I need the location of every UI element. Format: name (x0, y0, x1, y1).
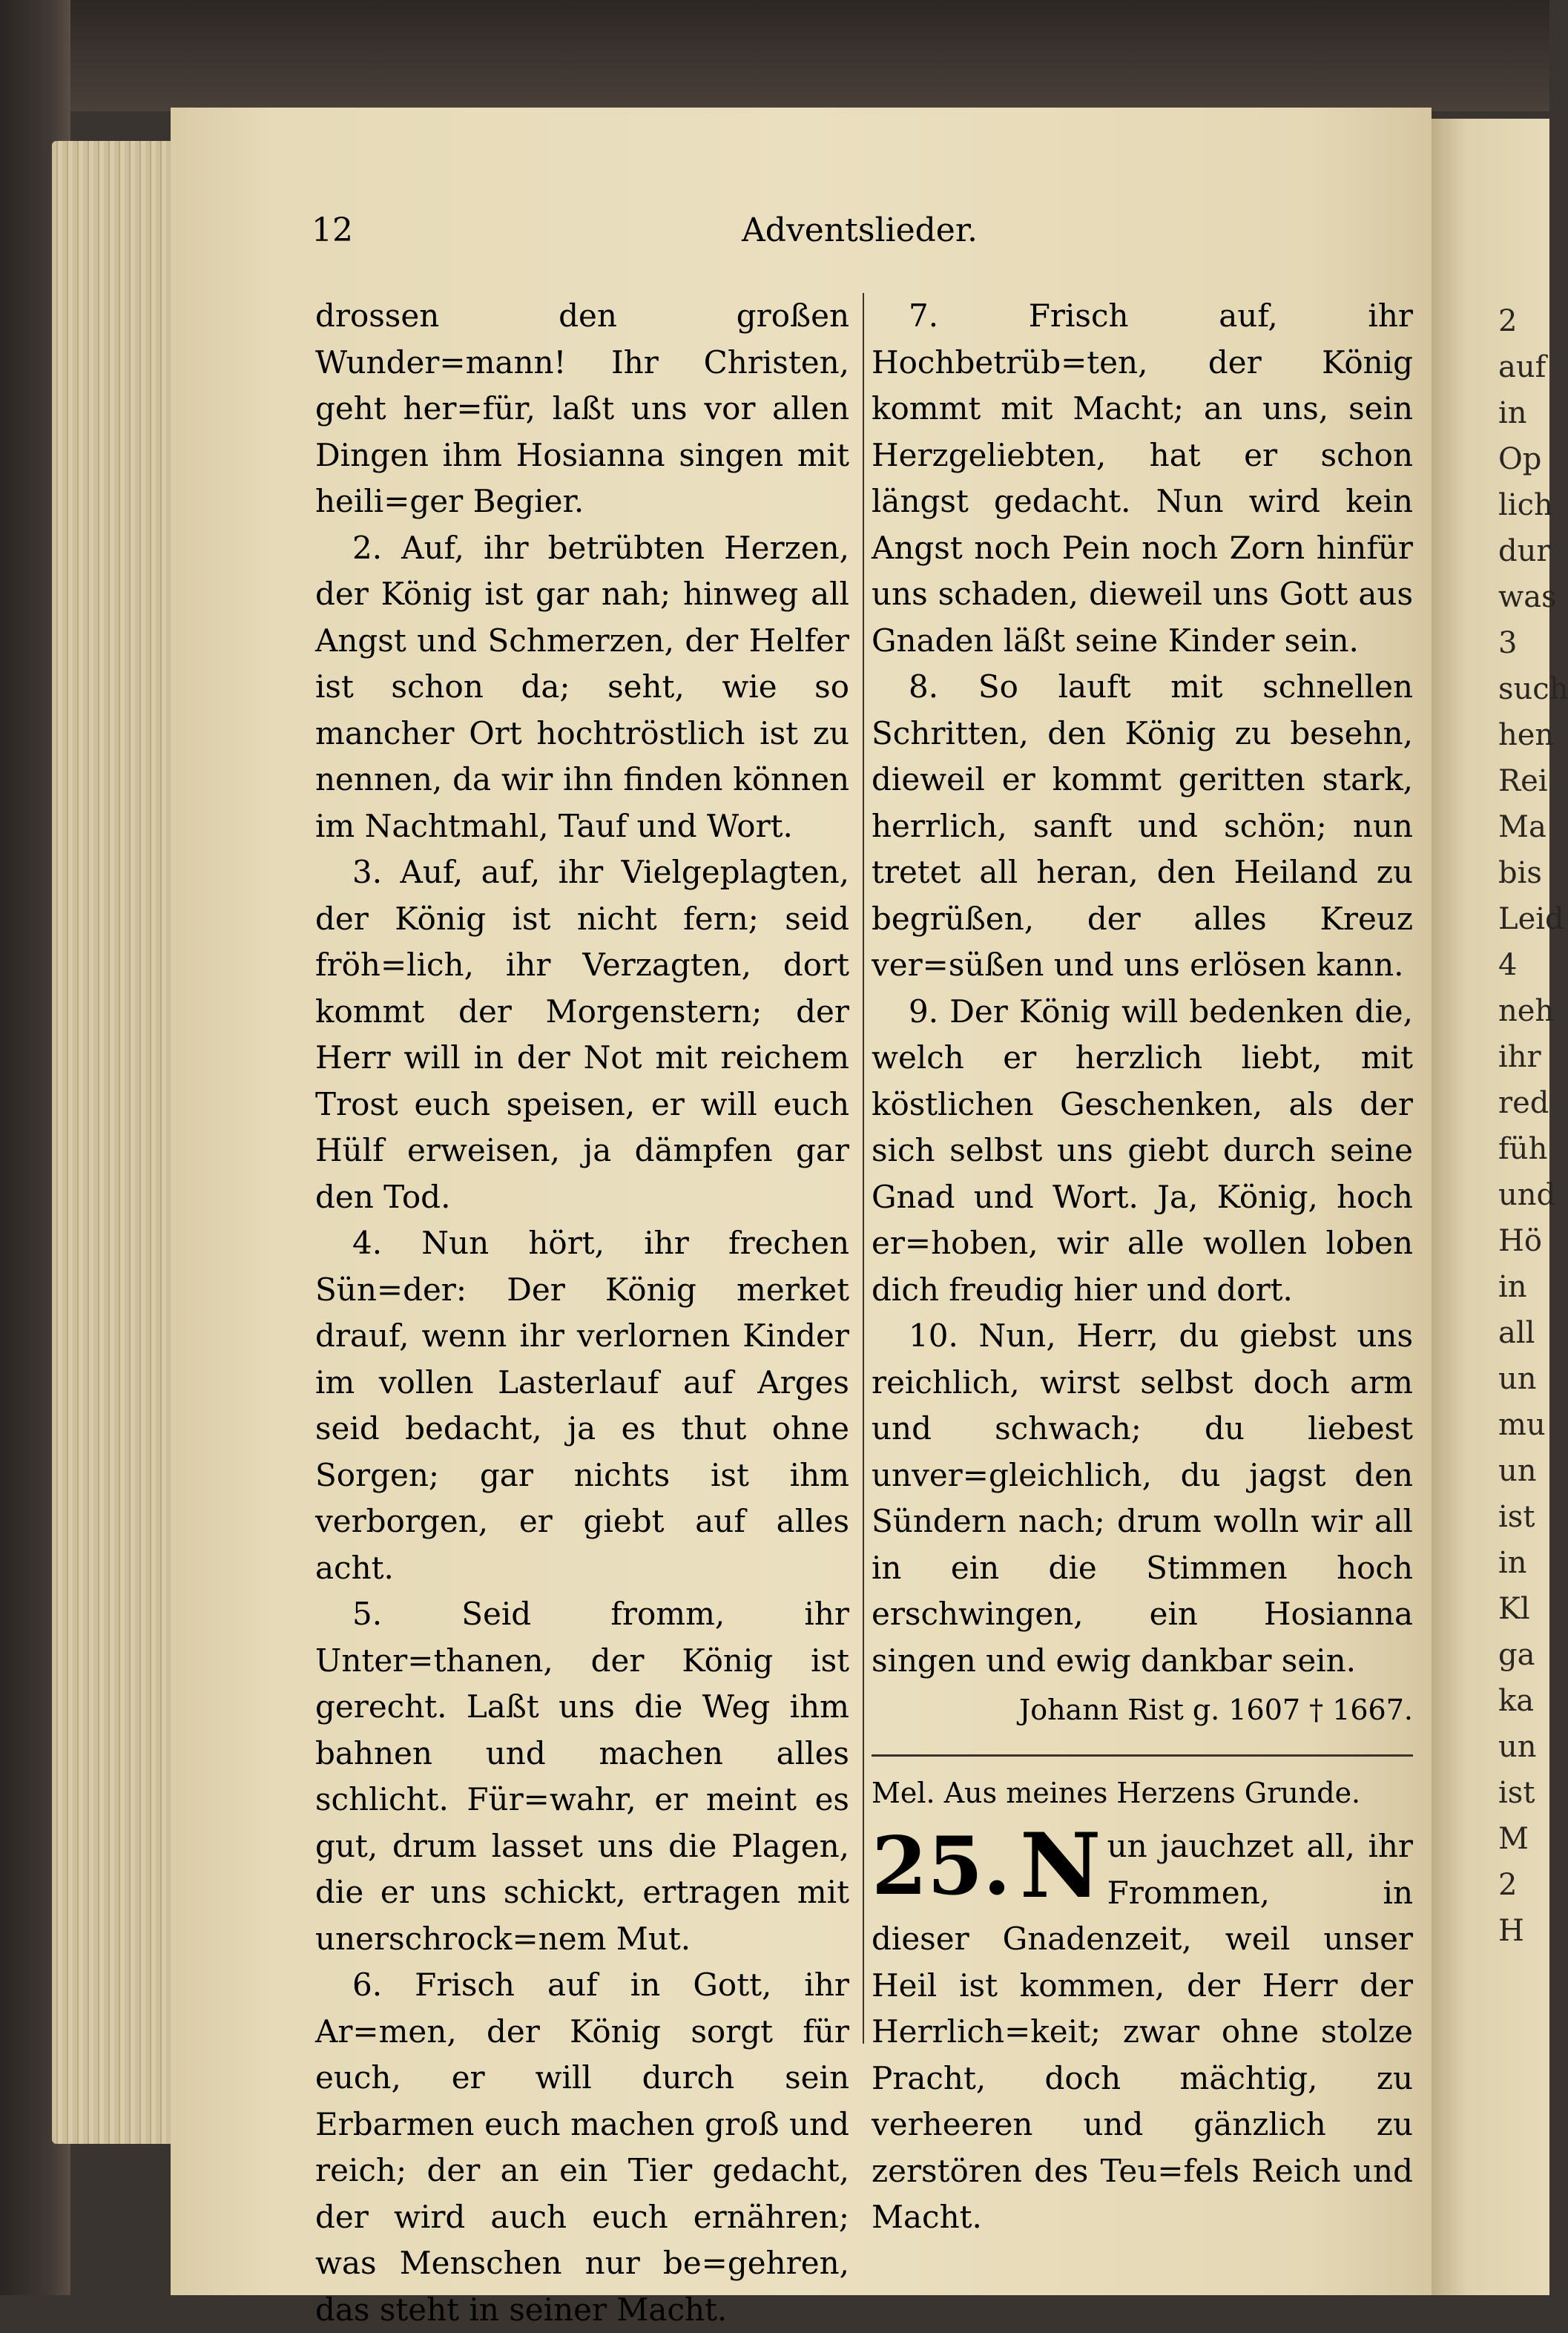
next-page-fragment: all (1498, 1316, 1535, 1350)
stanza-6: 6. Frisch auf in Gott, ihr Ar=men, der König sorgt für euch, er will durch sein Erbarmen euch machen groß und reich; der an ein Tier gedacht, der wird auch euch ernähren; was Menschen nur be=gehren, das steht in seiner Macht. (315, 1967, 849, 2328)
stanza-5: 5. Seid fromm, ihr Unter=thanen, der König ist gerecht. Laßt uns die Weg ihm bahnen und machen alles schlicht. Für=wahr, er meint es gut, drum lasset uns die Plagen, die er uns schickt, ertragen mit unerschrock=nem Mut. (315, 1596, 849, 1957)
author-attribution: Johann Rist g. 1607 † 1667. (1018, 1694, 1413, 1726)
next-page-fragment: H (1498, 1914, 1524, 1948)
next-page-fragment: Hö (1498, 1224, 1542, 1258)
next-page-fragment: in (1498, 396, 1527, 430)
next-page-fragment: un (1498, 1454, 1537, 1488)
next-page-fragment: ihr (1498, 1040, 1541, 1074)
next-page-fragment: 4 (1498, 948, 1518, 982)
stanza-8: 8. So lauft mit schnellen Schritten, den König zu besehn, dieweil er kommt geritten stark, herrlich, sanft und schön; nun tretet all heran, den Heiland zu begrüßen, der alles Kreuz ver=süßen und uns erlösen kann. (872, 668, 1413, 983)
hymn-25 (872, 1814, 1413, 2241)
next-page-fragment: bis (1498, 856, 1542, 890)
next-page-fragment: und (1498, 1178, 1556, 1212)
next-page-fragment: füh (1498, 1132, 1548, 1166)
next-page-fragment: un (1498, 1362, 1537, 1396)
next-page-fragment: lich (1498, 488, 1553, 522)
next-page-fragment: red (1498, 1086, 1549, 1120)
next-page-fragment: Rei (1498, 764, 1548, 798)
next-page-fragment: dur (1498, 534, 1551, 568)
next-page-fragment: mu (1498, 1408, 1546, 1442)
left-column (315, 293, 849, 2333)
next-page-fragment: 2 (1498, 304, 1518, 338)
hymn-number: 25. (872, 1820, 1011, 1913)
page-number: 12 (312, 211, 353, 249)
next-page-fragment: ka (1498, 1684, 1535, 1718)
stanza-4: 4. Nun hört, ihr frechen Sün=der: Der König merket drauf, wenn ihr verlornen Kinder im vollen Lasterlauf auf Arges seid bedacht, ja es thut ohne Sorgen; gar nichts ist ihm verborgen, er giebt auf alles acht. (315, 1225, 849, 1586)
stanza-9: 9. Der König will bedenken die, welch er herzlich liebt, mit köstlichen Geschenken, als der sich selbst uns giebt durch seine Gnad und Wort. Ja, König, hoch er=hoben, wir alle wollen loben dich freudig hier und dort. (872, 993, 1413, 1308)
next-page-edge (1432, 119, 1568, 2295)
next-page-fragment: ist (1498, 1500, 1535, 1534)
next-page-fragment: Kl (1498, 1592, 1530, 1626)
next-page-fragment: auf (1498, 350, 1546, 384)
next-page-fragment: in (1498, 1546, 1527, 1580)
next-page-fragment: ga (1498, 1638, 1535, 1672)
next-page-fragment: 2 (1498, 1868, 1518, 1902)
stanza-continuation: drossen den großen Wunder=mann! Ihr Christen, geht her=für, laßt uns vor allen Dingen ihm Hosianna singen mit heili=ger Begier. (315, 297, 849, 519)
melody-line: Mel. Aus meines Herzens Grunde. (872, 1776, 1361, 1809)
next-page-fragment: in (1498, 1270, 1527, 1304)
book-cover-top (0, 0, 1549, 111)
next-page-fragment: was (1498, 580, 1557, 614)
next-page-fragment: M (1498, 1822, 1529, 1856)
section-rule (872, 1754, 1413, 1757)
stanza-7: 7. Frisch auf, ihr Hochbetrüb=ten, der König kommt mit Macht; an uns, sein Herzgeliebten, hat er schon längst gedacht. Nun wird kein Angst noch Pein noch Zorn hinfür uns schaden, dieweil uns Gott aus Gnaden läßt seine Kinder sein. (872, 297, 1413, 659)
column-divider (863, 293, 864, 2044)
next-page-fragment: Op (1498, 442, 1542, 476)
stanza-2: 2. Auf, ihr betrübten Herzen, der König ist gar nah; hinweg all Angst und Schmerzen, der Helfer ist schon da; seht, wie so mancher Ort hochtröstlich ist zu nennen, da wir ihn finden können im Nachtmahl, Tauf und Wort. (315, 529, 849, 844)
running-head (312, 211, 1424, 256)
next-page-fragment: Ma (1498, 810, 1546, 844)
next-page-fragment: neh (1498, 994, 1555, 1028)
page-title: Adventslieder. (742, 211, 978, 249)
hymn-25-text: un jauchzet all, ihr Frommen, in dieser Gnadenzeit, weil unser Heil ist kommen, der Herr der Herrlich=keit; zwar ohne stolze Pracht, doch mächtig, zu verheeren und gänzlich zu zerstören des Teu=fels Reich und Macht. (872, 1828, 1413, 2235)
next-page-fragment: hen (1498, 718, 1555, 752)
drop-initial: N (1019, 1814, 1101, 1918)
next-page-fragment: such (1498, 672, 1568, 706)
next-page-fragment: un (1498, 1730, 1537, 1764)
right-column (872, 293, 1413, 2241)
stanza-3: 3. Auf, auf, ihr Vielgeplagten, der König ist nicht fern; seid fröh=lich, ihr Verzagten, dort kommt der Morgenstern; der Herr will in der Not mit reichem Trost euch speisen, er will euch Hülf erweisen, ja dämpfen gar den Tod. (315, 854, 849, 1215)
next-page-fragment: Leid (1498, 902, 1564, 936)
stanza-10: 10. Nun, Herr, du giebst uns reichlich, wirst selbst doch arm und schwach; du liebest unver=gleichlich, du jagst den Sündern nach; drum wolln wir all in ein die Stimmen hoch erschwingen, ein Hosianna singen und ewig dankbar sein. (872, 1317, 1413, 1679)
next-page-fragment: 3 (1498, 626, 1518, 660)
page-edges (52, 141, 185, 2144)
next-page-fragment: ist (1498, 1776, 1535, 1810)
